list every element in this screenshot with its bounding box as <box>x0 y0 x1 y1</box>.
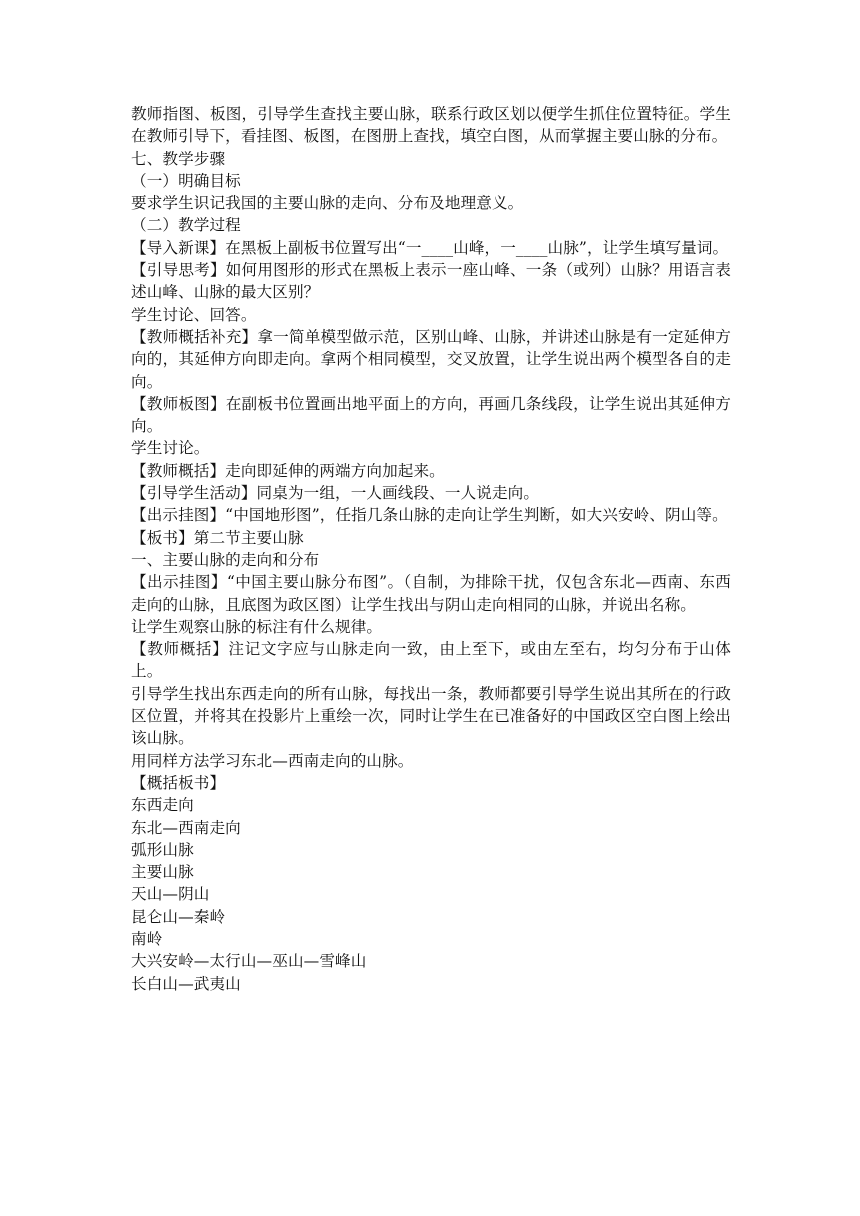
list-item-tianshan-yinshan: 天山—阴山 <box>131 885 210 904</box>
paragraph-same-method: 用同样方法学习东北—西南走向的山脉。 <box>131 751 414 770</box>
paragraph-summary-board: 【概括板书】 <box>131 773 226 792</box>
paragraph-guided-thinking: 【引导思考】如何用图形的形式在黑板上表示一座山峰、一条（或列）山脉？用语言表述山峰、山脉的最大区别？ <box>131 261 731 302</box>
document-body <box>131 103 731 995</box>
paragraph-student-activity: 【引导学生活动】同桌为一组，一人画线段、一人说走向。 <box>131 484 540 503</box>
list-item-daxinganling-chain: 大兴安岭—太行山—巫山—雪峰山 <box>131 952 367 971</box>
heading-teaching-steps: 七、教学步骤 <box>131 149 226 168</box>
list-item-main-ranges: 主要山脉 <box>131 863 194 882</box>
paragraph-observe-labels: 让学生观察山脉的标注有什么规律。 <box>131 617 383 636</box>
list-item-east-west: 东西走向 <box>131 796 194 815</box>
paragraph-teacher-conclusion: 【教师概括】走向即延伸的两端方向加起来。 <box>131 461 445 480</box>
paragraph-label-rule: 【教师概括】注记文字应与山脉走向一致，由上至下，或由左至右，均匀分布于山体上。 <box>131 640 731 681</box>
list-item-changbai-wuyi: 长白山—武夷山 <box>131 974 241 993</box>
subheading-process: （二）教学过程 <box>131 216 241 235</box>
paragraph-student-discussion-answer: 学生讨论、回答。 <box>131 305 257 324</box>
paragraph-mountain-map: 【出示挂图】“中国主要山脉分布图”。（自制，为排除干扰，仅包含东北—西南、东西走向的山脉，且底图为政区图）让学生找出与阴山走向相同的山脉，并说出名称。 <box>131 573 731 614</box>
list-item-nanling: 南岭 <box>131 929 163 948</box>
subheading-objectives: （一）明确目标 <box>131 171 241 190</box>
heading-direction-distribution: 一、主要山脉的走向和分布 <box>131 550 320 569</box>
paragraph-objectives: 要求学生识记我国的主要山脉的走向、分布及地理意义。 <box>131 194 524 213</box>
list-item-kunlun-qinling: 昆仑山—秦岭 <box>131 907 226 926</box>
paragraph-teacher-drawing: 【教师板图】在副板书位置画出地平面上的方向，再画几条线段，让学生说出其延伸方向。 <box>131 394 731 436</box>
list-item-arc: 弧形山脉 <box>131 840 194 859</box>
paragraph-intro: 【导入新课】在黑板上副板书位置写出“一____山峰，一____山脉”，让学生填写量词。 <box>131 238 729 257</box>
paragraph-find-ranges: 引导学生找出东西走向的所有山脉，每找出一条，教师都要引导学生说出其所在的行政区位置，并将其在投影片上重绘一次，同时让学生在已准备好的中国政区空白图上绘出该山脉。 <box>131 684 731 748</box>
list-item-northeast-southwest: 东北—西南走向 <box>131 818 241 837</box>
paragraph-student-discussion: 学生讨论。 <box>131 439 210 458</box>
paragraph-teacher-summary: 【教师概括补充】拿一简单模型做示范，区别山峰、山脉，并讲述山脉是有一定延伸方向的，其延伸方向即走向。拿两个相同模型，交叉放置，让学生说出两个模型各自的走向。 <box>131 327 731 391</box>
paragraph-method: 教师指图、板图，引导学生查找主要山脉，联系行政区划以便学生抓住位置特征。学生在教师引导下，看挂图、板图，在图册上查找，填空白图，从而掌握主要山脉的分布。 <box>131 105 731 146</box>
paragraph-board-title: 【板书】第二节主要山脉 <box>131 528 304 547</box>
paragraph-terrain-map: 【出示挂图】“中国地形图”，任指几条山脉的走向让学生判断，如大兴安岭、阴山等。 <box>131 506 728 525</box>
